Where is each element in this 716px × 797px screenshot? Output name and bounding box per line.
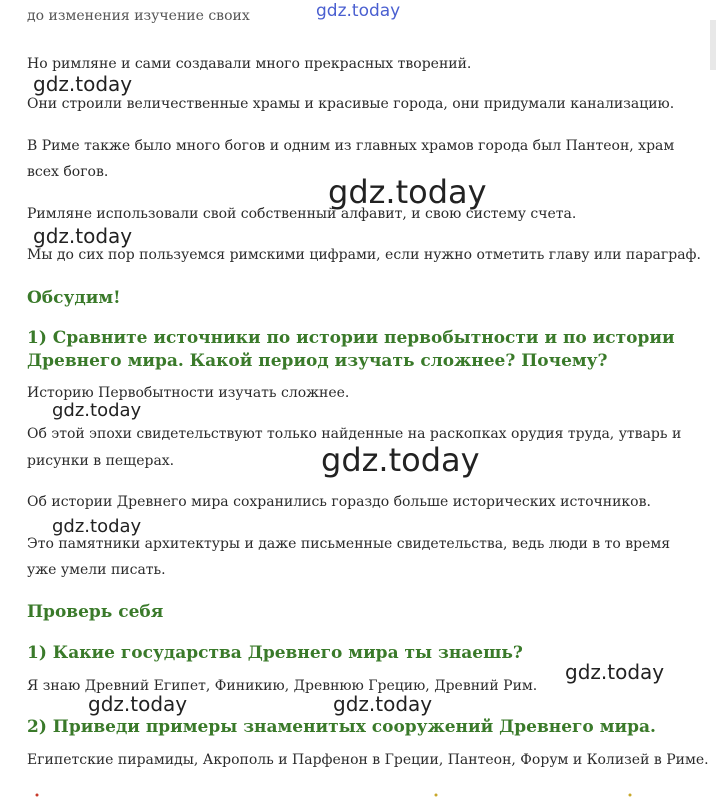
watermark: gdz.today [52, 516, 142, 537]
watermark: gdz.today [88, 692, 188, 716]
watermark: gdz.today [565, 660, 665, 684]
watermark: gdz.today [321, 441, 480, 479]
answer-paragraph: Историю Первобытности изучать сложнее. [27, 385, 350, 401]
watermark: gdz.today [33, 72, 133, 96]
answer-paragraph: рисунки в пещерах. [27, 453, 175, 469]
watermark: gdz.today [328, 173, 487, 211]
discuss-heading: Обсудим! [27, 288, 121, 308]
answer-paragraph: Об истории Древнего мира сохранились гораздо больше исторических источников. [27, 494, 651, 510]
cut-off-bottom-line [0, 792, 716, 797]
paragraph: всех богов. [27, 164, 109, 180]
check-question-2: 2) Приведи примеры знаменитых сооружений Древнего мира. [27, 717, 656, 737]
answer-paragraph: Это памятники архитектуры и даже письменные свидетельства, ведь люди в то время [27, 536, 671, 552]
paragraph: Римляне использовали свой собственный алфавит, и свою систему счета. [27, 206, 577, 222]
check-heading: Проверь себя [27, 602, 164, 622]
scrollbar-track[interactable] [710, 20, 716, 70]
check-answer-2: Египетские пирамиды, Акрополь и Парфенон в Греции, Пантеон, Форум и Колизей в Риме. [27, 752, 709, 768]
watermark: gdz.today [52, 400, 142, 421]
watermark: gdz.today [316, 1, 401, 21]
check-answer-1: Я знаю Древний Египет, Финикию, Древнюю Грецию, Древний Рим. [27, 678, 538, 694]
cut-off-line: до изменения изучение своих [27, 8, 250, 24]
answer-paragraph: уже умели писать. [27, 562, 166, 578]
paragraph: В Риме также было много богов и одним из главных храмов города был Пантеон, храм [27, 138, 675, 154]
watermark: gdz.today [33, 224, 133, 248]
check-question-1: 1) Какие государства Древнего мира ты знаешь? [27, 643, 523, 663]
paragraph: Мы до сих пор пользуемся римскими цифрами, если нужно отметить главу или параграф. [27, 247, 701, 263]
paragraph: Но римляне и сами создавали много прекрасных творений. [27, 56, 472, 72]
watermark: gdz.today [333, 692, 433, 716]
question-1-line-2: Древнего мира. Какой период изучать сложнее? Почему? [27, 351, 608, 371]
paragraph: Они строили величественные храмы и красивые города, они придумали канализацию. [27, 96, 675, 112]
answer-paragraph: Об этой эпохи свидетельствуют только найденные на раскопках орудия труда, утварь и [27, 426, 682, 442]
question-1-line-1: 1) Сравните источники по истории первобытности и по истории [27, 328, 675, 348]
